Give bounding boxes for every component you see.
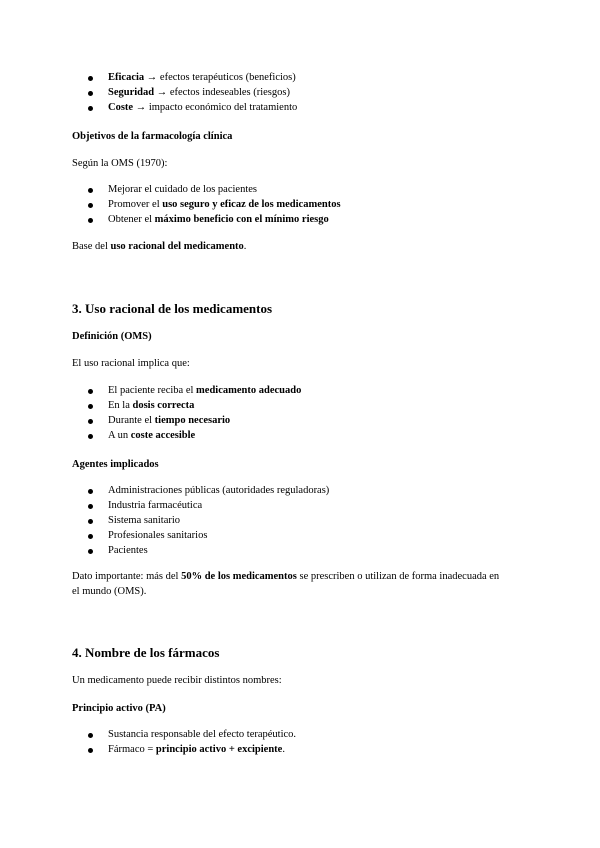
fact-bold: 50% de los medicamentos bbox=[181, 571, 297, 582]
item-bold: uso seguro y eficaz de los medicamentos bbox=[162, 199, 341, 210]
section4-title: 4. Nombre de los fármacos bbox=[72, 645, 220, 660]
bullet-icon bbox=[88, 549, 93, 554]
base-bold: uso racional del medicamento bbox=[110, 241, 244, 252]
definition-intro: El uso racional implica que: bbox=[72, 358, 190, 369]
item-text: Promover el bbox=[108, 199, 163, 210]
fact-pre: Dato importante: más del bbox=[72, 571, 182, 582]
bullet-icon bbox=[88, 91, 93, 96]
base-pre: Base del bbox=[72, 241, 111, 252]
item-bold: tiempo necesario bbox=[154, 415, 231, 426]
fact-post: se prescriben o utilizan de forma inadecuada en bbox=[296, 571, 500, 582]
bullet-icon bbox=[88, 389, 93, 394]
section4-intro: Un medicamento puede recibir distintos nombres: bbox=[72, 675, 282, 686]
item-text: Sistema sanitario bbox=[108, 515, 181, 526]
item-post: . bbox=[282, 744, 285, 755]
bullet-icon bbox=[88, 218, 93, 223]
item-text: Fármaco = bbox=[108, 744, 156, 755]
item-text: Pacientes bbox=[108, 545, 148, 556]
item-text: Industria farmacéutica bbox=[108, 500, 203, 511]
bullet-icon bbox=[88, 76, 93, 81]
pa-heading: Principio activo (PA) bbox=[72, 703, 166, 714]
item-bold: dosis correcta bbox=[132, 400, 195, 411]
bullet-icon bbox=[88, 106, 93, 111]
item-text: → efectos terapéuticos (beneficios) bbox=[144, 72, 296, 83]
item-text: Obtener el bbox=[108, 214, 155, 225]
bullet-icon bbox=[88, 203, 93, 208]
item-text: El paciente reciba el bbox=[108, 385, 197, 396]
base-paragraph bbox=[72, 241, 246, 252]
bullet-icon bbox=[88, 419, 93, 424]
bullet-icon bbox=[88, 434, 93, 439]
base-post: . bbox=[243, 241, 247, 252]
fact-paragraph-line2: el mundo (OMS). bbox=[72, 586, 147, 597]
bullet-icon bbox=[88, 748, 93, 753]
item-text: Mejorar el cuidado de los pacientes bbox=[108, 184, 257, 195]
bullet-icon bbox=[88, 489, 93, 494]
item-bold: Coste bbox=[108, 102, 134, 113]
objectives-heading: Objetivos de la farmacología clínica bbox=[72, 131, 233, 142]
item-bold: Eficacia bbox=[108, 72, 145, 83]
item-text: → impacto económico del tratamiento bbox=[133, 102, 298, 113]
bullet-icon bbox=[88, 504, 93, 509]
item-text: Administraciones públicas (autoridades reguladoras) bbox=[108, 485, 330, 496]
item-text: Profesionales sanitarios bbox=[108, 530, 208, 541]
bullet-icon bbox=[88, 519, 93, 524]
item-bold: máximo beneficio con el mínimo riesgo bbox=[154, 214, 329, 225]
bullet-icon bbox=[88, 733, 93, 738]
objectives-intro: Según la OMS (1970): bbox=[72, 158, 168, 169]
item-bold: coste accesible bbox=[130, 430, 196, 441]
item-bold: medicamento adecuado bbox=[196, 385, 302, 396]
item-text: En la bbox=[108, 400, 133, 411]
item-bold: principio activo + excipiente bbox=[155, 744, 283, 755]
item-text: Sustancia responsable del efecto terapéutico. bbox=[108, 729, 297, 740]
bullet-icon bbox=[88, 404, 93, 409]
fact-paragraph bbox=[72, 571, 499, 582]
item-text: → efectos indeseables (riesgos) bbox=[154, 87, 290, 98]
bullet-icon bbox=[88, 188, 93, 193]
agents-heading: Agentes implicados bbox=[72, 459, 159, 470]
item-bold: Seguridad bbox=[108, 87, 155, 98]
item-text: A un bbox=[108, 430, 131, 441]
bullet-icon bbox=[88, 534, 93, 539]
section3-title: 3. Uso racional de los medicamentos bbox=[72, 301, 273, 316]
item-text: Durante el bbox=[108, 415, 155, 426]
definition-heading: Definición (OMS) bbox=[72, 331, 152, 342]
